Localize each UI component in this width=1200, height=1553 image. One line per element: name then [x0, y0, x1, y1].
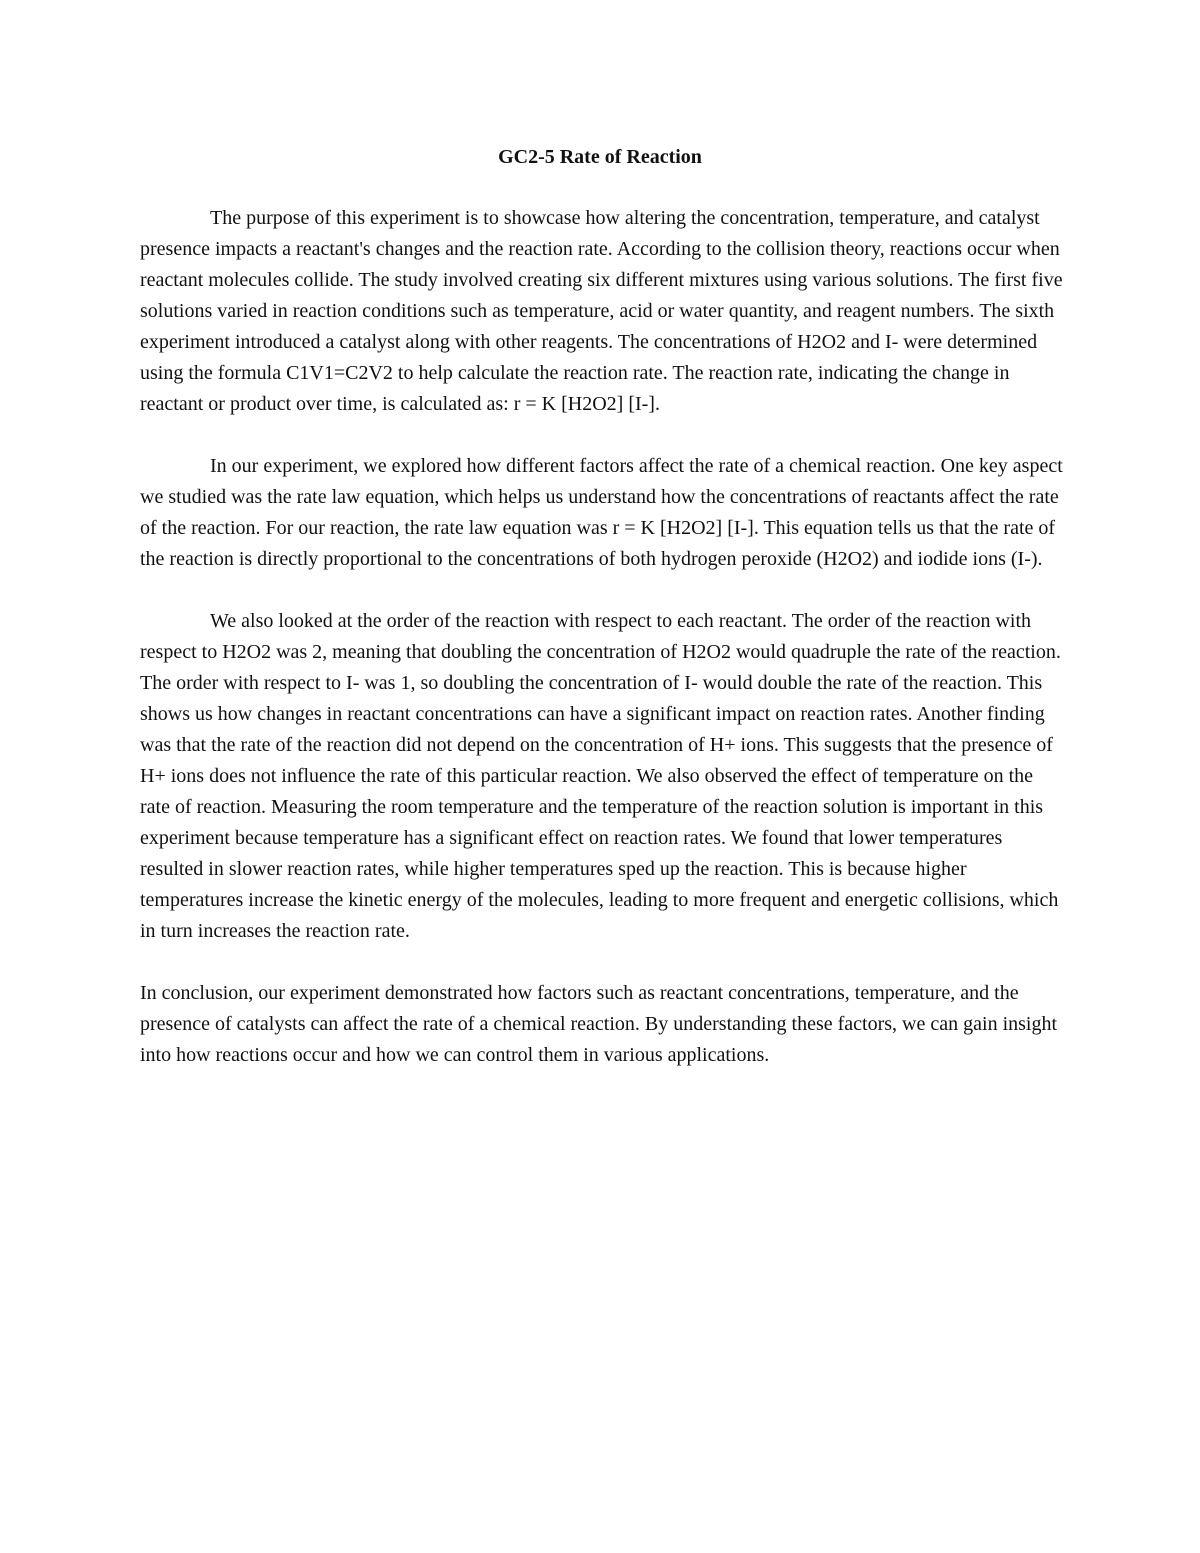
paragraph-rate-law: In our experiment, we explored how different factors affect the rate of a chemical reaction. One key aspect we studied was the rate law equation, which helps us understand how the concentrations of reactants affect the rate of the reaction. For our reaction, the rate law equation was r = K [H2O2] [I-]. This equation tells us that the rate of the reaction is directly proportional to the concentrations of both hydrogen peroxide (H2O2) and iodide ions (I-).: [140, 455, 1063, 570]
paragraph-purpose: The purpose of this experiment is to showcase how altering the concentration, temperature, and catalyst presence impacts a reactant's changes and the reaction rate. According to the collision theory, reactions occur when reactant molecules collide. The study involved creating six different mixtures using various solutions. The first five solutions varied in reaction conditions such as temperature, acid or water quantity, and reagent numbers. The sixth experiment introduced a catalyst along with other reagents. The concentrations of H2O2 and I- were determined using the formula C1V1=C2V2 to help calculate the reaction rate. The reaction rate, indicating the change in reactant or product over time, is calculated as: r = K [H2O2] [I-].: [140, 207, 1063, 415]
page-title: GC2-5 Rate of Reaction: [498, 146, 702, 168]
paragraph-reaction-order: We also looked at the order of the reaction with respect to each reactant. The order of the reaction with respect to H2O2 was 2, meaning that doubling the concentration of H2O2 would quadruple the rate of the reaction. The order with respect to I- was 1, so doubling the concentration of I- would double the rate of the reaction. This shows us how changes in reactant concentrations can have a significant impact on reaction rates. Another finding was that the rate of the reaction did not depend on the concentration of H+ ions. This suggests that the presence of H+ ions does not influence the rate of this particular reaction. We also observed the effect of temperature on the rate of reaction. Measuring the room temperature and the temperature of the reaction solution is important in this experiment because temperature has a significant effect on reaction rates. We found that lower temperatures resulted in slower reaction rates, while higher temperatures sped up the reaction. This is because higher temperatures increase the kinetic energy of the molecules, leading to more frequent and energetic collisions, which in turn increases the reaction rate.: [140, 610, 1061, 942]
document-body: [140, 203, 1065, 1102]
paragraph-conclusion: In conclusion, our experiment demonstrated how factors such as reactant concentrations, temperature, and the presence of catalysts can affect the rate of a chemical reaction. By understanding these factors, we can gain insight into how reactions occur and how we can control them in various applications.: [140, 982, 1058, 1066]
